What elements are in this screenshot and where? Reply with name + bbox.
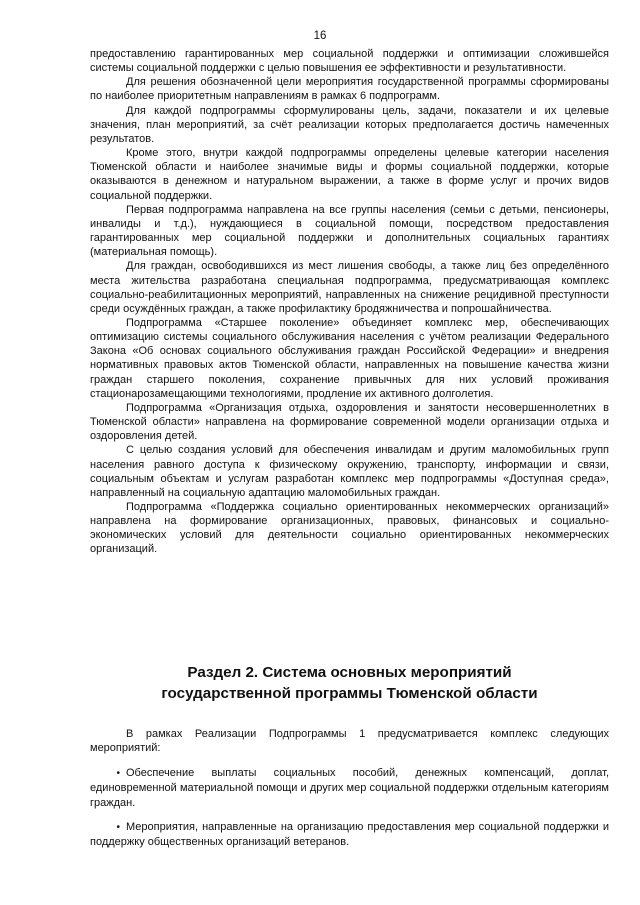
paragraph: Для решения обозначенной цели мероприятия государственной программы сформированы по наиболее приоритетным направлениям в рамках 6 подпрограмм. (90, 76, 609, 103)
paragraph: Кроме этого, внутри каждой подпрограммы определены целевые категории населения Тюменской области и наиболее значимые виды и формы социальной поддержки, которые оказываются в денежном и натуральном выражении, а также в форме услуг и прочих видов социальной поддержки. (90, 147, 609, 202)
bullet-list (90, 766, 609, 849)
list-item (90, 820, 609, 849)
section-heading (90, 662, 609, 704)
bullet-icon: • (116, 768, 120, 780)
section-heading-line: Раздел 2. Система основных мероприятий (187, 664, 512, 681)
section-intro: В рамках Реализации Подпрограммы 1 предусматривается комплекс следующих мероприятий: (90, 728, 609, 755)
list-item-text: Обеспечение выплаты социальных пособий, денежных компенсаций, доплат, единовременной материальной помощи и других мер социальной поддержки отдельным категориям граждан. (90, 767, 609, 809)
paragraph: Для граждан, освободившихся из мест лишения свободы, а также лиц без определённого места жительства разработана специальная подпрограмма, предусматривающая комплекс социально-реабилитационных мероприятий, направленных на снижение рецидивной преступности среди осуждённых граждан, а также профилактику бродяжничества и попрошайничества. (90, 260, 609, 315)
section-body (90, 727, 609, 849)
paragraph: Подпрограмма «Старшее поколение» объединяет комплекс мер, обеспечивающих оптимизацию системы социального обслуживания населения с учётом реализации Федерального Закона «Об основах социального обслуживания граждан Российской Федерации» и внедрения нормативных правовых актов Тюменской области, направленных на повышение качества жизни граждан старшего поколения, сохранение привычных для них условий проживания стационарозамещающими технологиями, продление их активного долголетия. (90, 316, 609, 400)
page-number: 16 (313, 30, 327, 42)
list-item (90, 766, 609, 809)
bullet-icon: • (116, 821, 120, 833)
paragraph: предоставлению гарантированных мер социальной поддержки и оптимизации сложившейся системы социальной поддержки с целью повышения ее эффективности и результативности. (90, 48, 609, 75)
body-text (90, 47, 609, 557)
paragraph: Для каждой подпрограммы сформулированы цель, задачи, показатели и их целевые значения, план мероприятий, за счёт реализации которых предполагается достичь намеченных результатов. (90, 104, 609, 145)
list-item-text: Мероприятия, направленные на организацию предоставления мер социальной поддержки и поддержку общественных организаций ветеранов. (90, 820, 609, 848)
paragraph: Первая подпрограмма направлена на все группы населения (семьи с детьми, пенсионеры, инвалиды и т.д.), нуждающиеся в социальной помощи, посредством предоставления гарантированных мер социальной поддержки и дополнительных социальных гарантиях (материальная помощь). (90, 203, 609, 259)
section-heading-line: государственной программы Тюменской области (161, 685, 538, 702)
paragraph: Подпрограмма «Поддержка социально ориентированных некоммерческих организаций» направлена на формирование организационных, правовых, финансовых и социально-экономических условий для деятельности социально ориентированных некоммерческих организаций. (90, 501, 609, 556)
paragraph: С целью создания условий для обеспечения инвалидам и другим маломобильных групп населения равного доступа к физическому окружению, транспорту, информации и связи, социальным объектам и услугам разработан комплекс мер подпрограммы «Доступная среда», направленный на социальную адаптацию маломобильных граждан. (90, 444, 609, 499)
paragraph: Подпрограмма «Организация отдыха, оздоровления и занятости несовершеннолетних в Тюменской области» направлена на формирование современной модели организации отдыха и оздоровления детей. (90, 401, 609, 443)
